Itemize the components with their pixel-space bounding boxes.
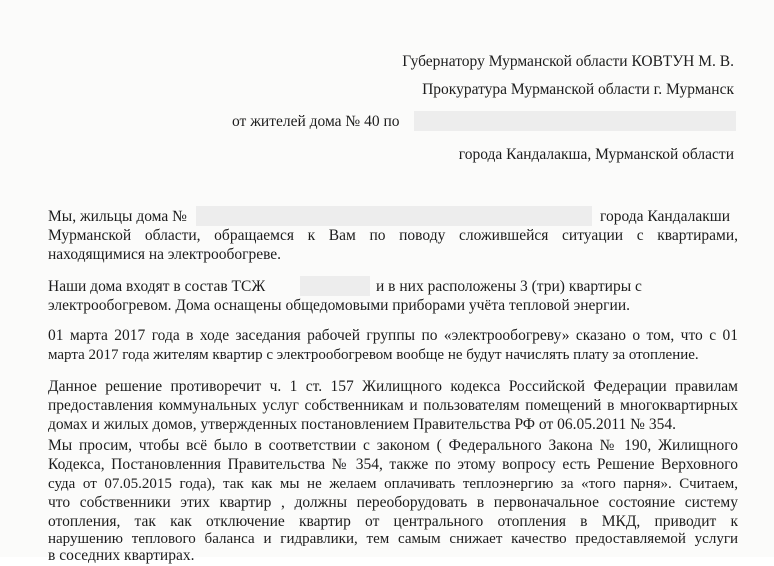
p5-line6: нарушению теплового баланса и гидравлики, тем самым снижает качество предоставляемой услуги [48, 531, 738, 547]
p1-line3: находящимися на электрообогреве. [48, 246, 282, 263]
addressee-prosecutor: Прокуратура Мурманской области г. Мурманск [422, 81, 734, 98]
p1-line2: Мурманской области, обращаемся к Вам по поводу сложившейся ситуации с квартирами, [48, 227, 738, 244]
p5-line5: отопления, так как отключение квартир от центрального отопления в МКД, приводит к [48, 513, 738, 530]
p5-line3: суда от 07.05.2015 года), так как мы не желаем оплачивать теплоэнергию за «того парня». Считаем, [48, 476, 738, 492]
p3-line1: 01 марта 2017 года в ходе заседания рабочей группы по «электрообогреву» сказано о том, что с 01 [48, 327, 738, 344]
redacted-hoa-name [300, 276, 370, 296]
addressee-city: города Кандалакша, Мурманской области [458, 146, 734, 163]
p2-line1-start: Наши дома входят в состав ТСЖ [48, 278, 266, 295]
p4-line2: предоставления коммунальных услуг собственникам и пользователям помещений в многоквартирных [48, 397, 738, 414]
p5-line1: Мы просим, чтобы всё было в соответствии с законом ( Федерального Закона № 190, Жилищного [48, 437, 738, 454]
from-residents: от жителей дома № 40 по [232, 113, 400, 130]
p5-line4: что собственники этих квартир , должны переоборудовать в первоначальное состояние систему [48, 494, 738, 511]
p5-line7: в соседних квартирах. [48, 547, 195, 564]
p4-line1: Данное решение противоречит ч. 1 ст. 157 Жилищного кодекса Российской Федерации правилам [48, 378, 738, 395]
p2-line1-end: и в них расположены 3 (три) квартиры с [376, 278, 642, 295]
p1-line1-start: Мы, жильцы дома № [48, 208, 187, 225]
redacted-house-address [196, 206, 592, 226]
redacted-street [414, 111, 736, 131]
p4-line3: домах и жилых домов, утвержденных постановлением Правительства РФ от 06.05.2011 № 354. [48, 416, 676, 433]
p1-line1-end: города Кандалакши [600, 208, 731, 225]
addressee-governor: Губернатору Мурманской области КОВТУН М. В. [402, 53, 734, 70]
p3-line2: марта 2017 года жителям квартир с электрообогревом вообще не будут начислять плату за отопление. [48, 347, 699, 363]
p2-line2: электрообогревом. Дома оснащены общедомовыми приборами учёта тепловой энергии. [48, 297, 630, 314]
p5-line2: Кодекса, Постановленния Правительства № 354, также по этому вопросу есть Решение Верховного [48, 456, 738, 473]
